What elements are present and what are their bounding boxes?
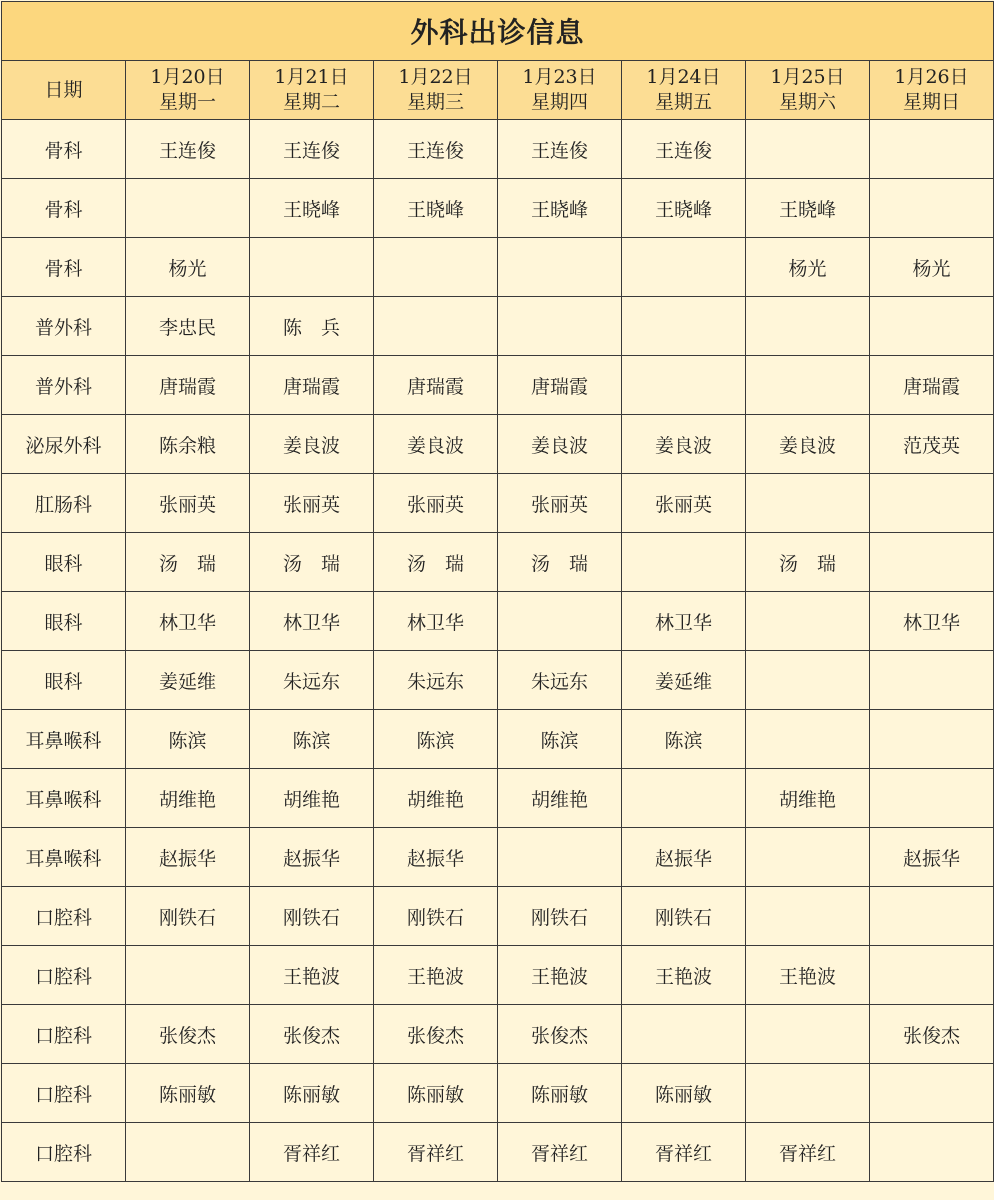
table-row bbox=[2, 1123, 994, 1182]
day-date: 1月26日 bbox=[894, 66, 969, 88]
doctor-cell: 王艳波 bbox=[746, 946, 870, 1005]
doctor-cell bbox=[746, 1064, 870, 1123]
doctor-cell bbox=[622, 356, 746, 415]
doctor-cell: 朱远东 bbox=[250, 651, 374, 710]
doctor-cell: 张俊杰 bbox=[250, 1005, 374, 1064]
doctor-cell: 姜延维 bbox=[126, 651, 250, 710]
table-row bbox=[2, 120, 994, 179]
doctor-cell: 刚铁石 bbox=[126, 887, 250, 946]
doctor-cell: 唐瑞霞 bbox=[498, 356, 622, 415]
department-cell: 耳鼻喉科 bbox=[2, 828, 126, 887]
doctor-cell: 朱远东 bbox=[498, 651, 622, 710]
doctor-cell: 杨光 bbox=[126, 238, 250, 297]
doctor-cell: 张俊杰 bbox=[374, 1005, 498, 1064]
day-header bbox=[498, 61, 622, 120]
doctor-cell bbox=[622, 769, 746, 828]
doctor-cell: 陈丽敏 bbox=[250, 1064, 374, 1123]
doctor-cell bbox=[622, 533, 746, 592]
doctor-cell bbox=[250, 238, 374, 297]
doctor-cell bbox=[870, 474, 994, 533]
department-cell: 泌尿外科 bbox=[2, 415, 126, 474]
doctor-cell: 刚铁石 bbox=[498, 887, 622, 946]
doctor-cell bbox=[746, 474, 870, 533]
doctor-cell: 陈丽敏 bbox=[498, 1064, 622, 1123]
doctor-cell bbox=[622, 238, 746, 297]
doctor-cell bbox=[746, 651, 870, 710]
table-row bbox=[2, 1005, 994, 1064]
table-row bbox=[2, 710, 994, 769]
doctor-cell: 王连俊 bbox=[374, 120, 498, 179]
doctor-cell bbox=[746, 887, 870, 946]
doctor-cell: 林卫华 bbox=[622, 592, 746, 651]
doctor-cell: 赵振华 bbox=[622, 828, 746, 887]
department-cell: 骨科 bbox=[2, 179, 126, 238]
doctor-cell: 刚铁石 bbox=[622, 887, 746, 946]
doctor-cell bbox=[870, 179, 994, 238]
department-cell: 耳鼻喉科 bbox=[2, 769, 126, 828]
day-header bbox=[126, 61, 250, 120]
doctor-cell: 王连俊 bbox=[126, 120, 250, 179]
day-date: 1月21日 bbox=[274, 66, 349, 88]
doctor-cell: 杨光 bbox=[746, 238, 870, 297]
doctor-cell: 陈滨 bbox=[250, 710, 374, 769]
day-weekday: 星期四 bbox=[530, 91, 588, 113]
day-header bbox=[622, 61, 746, 120]
doctor-cell bbox=[498, 238, 622, 297]
doctor-cell: 胥祥红 bbox=[622, 1123, 746, 1182]
department-cell: 耳鼻喉科 bbox=[2, 710, 126, 769]
table-row bbox=[2, 1064, 994, 1123]
date-column-header: 日期 bbox=[2, 61, 126, 120]
day-weekday: 星期五 bbox=[654, 91, 712, 113]
doctor-cell: 王晓峰 bbox=[746, 179, 870, 238]
doctor-cell bbox=[746, 1005, 870, 1064]
doctor-cell: 王艳波 bbox=[250, 946, 374, 1005]
doctor-cell: 张丽英 bbox=[126, 474, 250, 533]
doctor-cell: 胡维艳 bbox=[374, 769, 498, 828]
table-row bbox=[2, 238, 994, 297]
department-cell: 眼科 bbox=[2, 651, 126, 710]
doctor-cell: 张丽英 bbox=[250, 474, 374, 533]
doctor-cell bbox=[126, 1123, 250, 1182]
doctor-cell bbox=[746, 120, 870, 179]
doctor-cell bbox=[622, 297, 746, 356]
doctor-cell: 唐瑞霞 bbox=[374, 356, 498, 415]
doctor-cell bbox=[870, 297, 994, 356]
doctor-cell: 胥祥红 bbox=[746, 1123, 870, 1182]
doctor-cell: 杨光 bbox=[870, 238, 994, 297]
doctor-cell: 陈滨 bbox=[374, 710, 498, 769]
doctor-cell: 刚铁石 bbox=[374, 887, 498, 946]
doctor-cell: 赵振华 bbox=[250, 828, 374, 887]
department-cell: 普外科 bbox=[2, 297, 126, 356]
doctor-cell: 唐瑞霞 bbox=[126, 356, 250, 415]
table-row bbox=[2, 356, 994, 415]
doctor-cell bbox=[746, 297, 870, 356]
department-cell: 口腔科 bbox=[2, 1123, 126, 1182]
doctor-cell: 赵振华 bbox=[126, 828, 250, 887]
doctor-cell: 汤 瑞 bbox=[746, 533, 870, 592]
table-row bbox=[2, 179, 994, 238]
doctor-cell: 王连俊 bbox=[622, 120, 746, 179]
day-date: 1月22日 bbox=[398, 66, 473, 88]
doctor-cell: 陈丽敏 bbox=[622, 1064, 746, 1123]
doctor-cell: 陈滨 bbox=[622, 710, 746, 769]
day-weekday: 星期六 bbox=[778, 91, 836, 113]
doctor-cell: 胡维艳 bbox=[746, 769, 870, 828]
doctor-cell bbox=[746, 710, 870, 769]
table-row bbox=[2, 297, 994, 356]
doctor-cell: 胥祥红 bbox=[498, 1123, 622, 1182]
doctor-cell bbox=[746, 356, 870, 415]
doctor-cell bbox=[870, 769, 994, 828]
doctor-cell: 汤 瑞 bbox=[126, 533, 250, 592]
doctor-cell: 王晓峰 bbox=[622, 179, 746, 238]
doctor-cell: 林卫华 bbox=[250, 592, 374, 651]
day-weekday: 星期二 bbox=[282, 91, 340, 113]
doctor-cell: 张俊杰 bbox=[870, 1005, 994, 1064]
doctor-cell: 胥祥红 bbox=[250, 1123, 374, 1182]
department-cell: 骨科 bbox=[2, 120, 126, 179]
doctor-cell bbox=[746, 592, 870, 651]
doctor-cell bbox=[870, 1123, 994, 1182]
doctor-cell: 林卫华 bbox=[870, 592, 994, 651]
doctor-cell bbox=[622, 1005, 746, 1064]
doctor-cell bbox=[870, 651, 994, 710]
doctor-cell bbox=[374, 297, 498, 356]
table-row bbox=[2, 828, 994, 887]
schedule-table bbox=[1, 1, 994, 1182]
department-cell: 口腔科 bbox=[2, 887, 126, 946]
doctor-cell: 王艳波 bbox=[374, 946, 498, 1005]
doctor-cell: 刚铁石 bbox=[250, 887, 374, 946]
table-row bbox=[2, 592, 994, 651]
doctor-cell: 王晓峰 bbox=[250, 179, 374, 238]
doctor-cell bbox=[746, 828, 870, 887]
doctor-cell: 汤 瑞 bbox=[374, 533, 498, 592]
doctor-cell: 范茂英 bbox=[870, 415, 994, 474]
doctor-cell: 王晓峰 bbox=[374, 179, 498, 238]
day-date: 1月24日 bbox=[646, 66, 721, 88]
day-header bbox=[250, 61, 374, 120]
day-date: 1月20日 bbox=[150, 66, 225, 88]
doctor-cell: 姜良波 bbox=[374, 415, 498, 474]
doctor-cell: 赵振华 bbox=[870, 828, 994, 887]
doctor-cell bbox=[870, 1064, 994, 1123]
doctor-cell: 张俊杰 bbox=[498, 1005, 622, 1064]
day-header bbox=[870, 61, 994, 120]
doctor-cell bbox=[498, 592, 622, 651]
doctor-cell bbox=[870, 710, 994, 769]
day-weekday: 星期三 bbox=[406, 91, 464, 113]
doctor-cell bbox=[498, 828, 622, 887]
department-cell: 眼科 bbox=[2, 592, 126, 651]
doctor-cell: 李忠民 bbox=[126, 297, 250, 356]
day-date: 1月23日 bbox=[522, 66, 597, 88]
doctor-cell: 姜良波 bbox=[746, 415, 870, 474]
doctor-cell: 王晓峰 bbox=[498, 179, 622, 238]
doctor-cell: 胡维艳 bbox=[250, 769, 374, 828]
doctor-cell: 胡维艳 bbox=[126, 769, 250, 828]
doctor-cell: 唐瑞霞 bbox=[250, 356, 374, 415]
department-cell: 骨科 bbox=[2, 238, 126, 297]
day-weekday: 星期日 bbox=[903, 91, 961, 113]
day-header bbox=[374, 61, 498, 120]
doctor-cell: 陈丽敏 bbox=[126, 1064, 250, 1123]
doctor-cell: 张俊杰 bbox=[126, 1005, 250, 1064]
doctor-cell: 陈滨 bbox=[498, 710, 622, 769]
doctor-cell: 唐瑞霞 bbox=[870, 356, 994, 415]
doctor-cell: 张丽英 bbox=[374, 474, 498, 533]
doctor-cell: 姜良波 bbox=[622, 415, 746, 474]
department-cell: 眼科 bbox=[2, 533, 126, 592]
doctor-cell: 汤 瑞 bbox=[498, 533, 622, 592]
department-cell: 普外科 bbox=[2, 356, 126, 415]
day-header bbox=[746, 61, 870, 120]
table-row bbox=[2, 769, 994, 828]
doctor-cell bbox=[126, 179, 250, 238]
day-weekday: 星期一 bbox=[158, 91, 216, 113]
doctor-cell: 王艳波 bbox=[498, 946, 622, 1005]
doctor-cell: 林卫华 bbox=[126, 592, 250, 651]
doctor-cell bbox=[870, 120, 994, 179]
doctor-cell bbox=[870, 946, 994, 1005]
department-cell: 口腔科 bbox=[2, 1064, 126, 1123]
doctor-cell: 陈滨 bbox=[126, 710, 250, 769]
doctor-cell: 姜良波 bbox=[250, 415, 374, 474]
table-row bbox=[2, 533, 994, 592]
table-row bbox=[2, 887, 994, 946]
doctor-cell: 林卫华 bbox=[374, 592, 498, 651]
doctor-cell: 陈丽敏 bbox=[374, 1064, 498, 1123]
doctor-cell: 胡维艳 bbox=[498, 769, 622, 828]
department-cell: 口腔科 bbox=[2, 1005, 126, 1064]
doctor-cell: 张丽英 bbox=[622, 474, 746, 533]
table-row bbox=[2, 474, 994, 533]
doctor-cell: 陈余粮 bbox=[126, 415, 250, 474]
doctor-cell: 王艳波 bbox=[622, 946, 746, 1005]
doctor-cell: 王连俊 bbox=[498, 120, 622, 179]
doctor-cell: 胥祥红 bbox=[374, 1123, 498, 1182]
doctor-cell: 赵振华 bbox=[374, 828, 498, 887]
table-row bbox=[2, 651, 994, 710]
department-cell: 口腔科 bbox=[2, 946, 126, 1005]
table-row bbox=[2, 946, 994, 1005]
doctor-cell: 汤 瑞 bbox=[250, 533, 374, 592]
page-title: 外科出诊信息 bbox=[2, 2, 994, 61]
day-date: 1月25日 bbox=[770, 66, 845, 88]
doctor-cell bbox=[498, 297, 622, 356]
doctor-cell bbox=[374, 238, 498, 297]
doctor-cell: 王连俊 bbox=[250, 120, 374, 179]
doctor-cell: 姜良波 bbox=[498, 415, 622, 474]
doctor-cell: 陈 兵 bbox=[250, 297, 374, 356]
table-row bbox=[2, 415, 994, 474]
doctor-cell: 张丽英 bbox=[498, 474, 622, 533]
doctor-cell: 朱远东 bbox=[374, 651, 498, 710]
doctor-cell: 姜延维 bbox=[622, 651, 746, 710]
doctor-cell bbox=[126, 946, 250, 1005]
department-cell: 肛肠科 bbox=[2, 474, 126, 533]
doctor-cell bbox=[870, 533, 994, 592]
doctor-cell bbox=[870, 887, 994, 946]
